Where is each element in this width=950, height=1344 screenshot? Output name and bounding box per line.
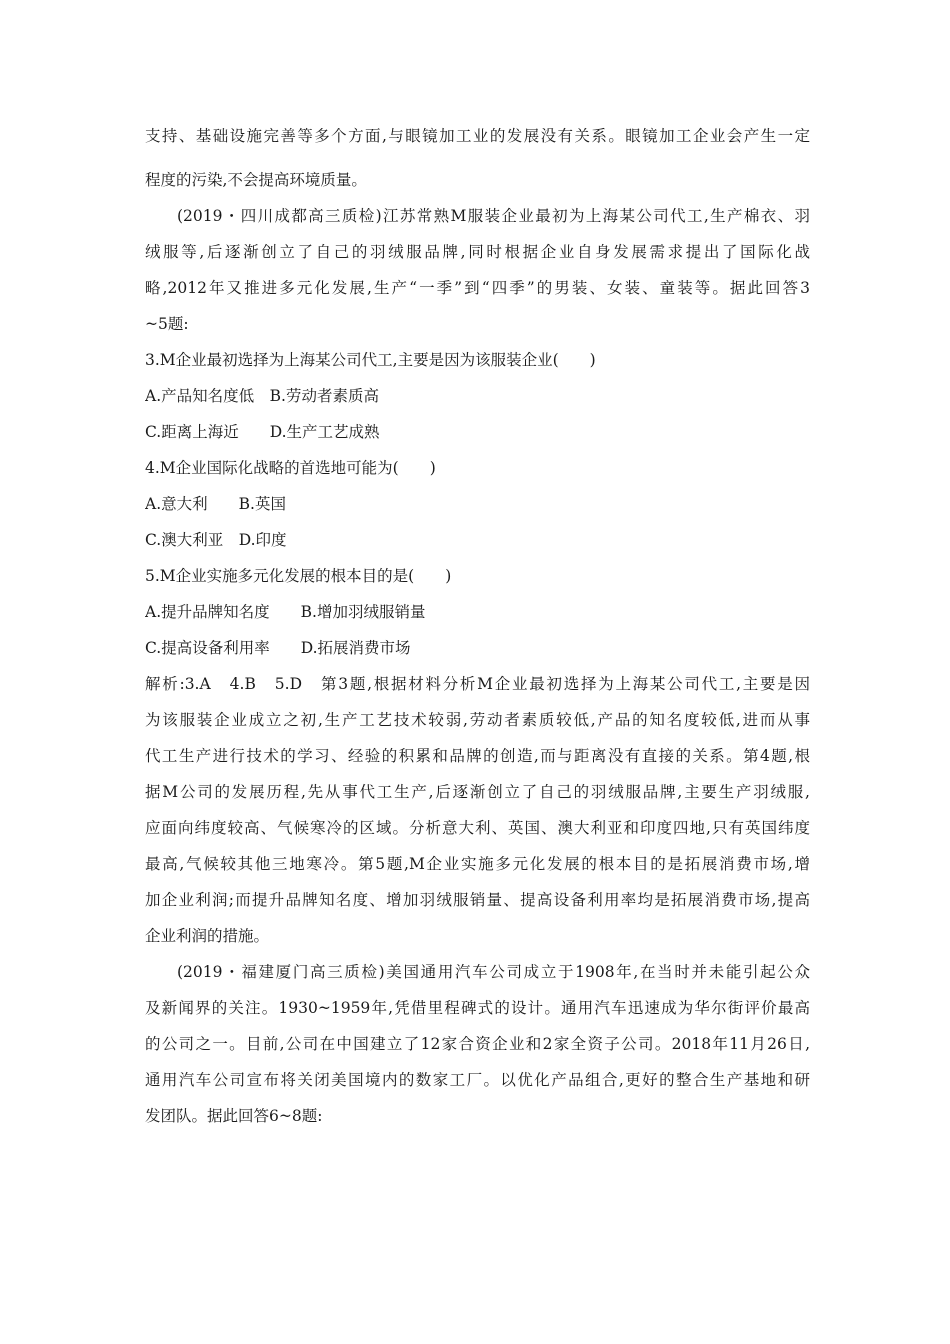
passage-line: (2019・福建厦门高三质检)美国通用汽车公司成立于1908年,在当时并未能引起公众	[177, 963, 810, 981]
paragraph-line: 程度的污染,不会提高环境质量。	[145, 171, 367, 189]
analysis-line: 解析:3.A 4.B 5.D 第3题,根据材料分析M企业最初选择为上海某公司代工,主要是因	[145, 675, 810, 693]
question-options: C.提高设备利用率 D.拓展消费市场	[145, 639, 411, 657]
passage-line: 绒服等,后逐渐创立了自己的羽绒服品牌,同时根据企业自身发展需求提出了国际化战	[145, 243, 810, 261]
passage-line: 的公司之一。目前,公司在中国建立了12家合资企业和2家全资子公司。2018年11月26日,	[145, 1035, 810, 1053]
question-stem: 4.M企业国际化战略的首选地可能为( )	[145, 459, 436, 477]
question-stem: 5.M企业实施多元化发展的根本目的是( )	[145, 567, 452, 585]
analysis-line: 最高,气候较其他三地寒冷。第5题,M企业实施多元化发展的根本目的是拓展消费市场,增	[145, 855, 810, 873]
question-options: C.澳大利亚 D.印度	[145, 531, 287, 549]
question-options: C.距离上海近 D.生产工艺成熟	[145, 423, 380, 441]
analysis-line: 加企业利润;而提升品牌知名度、增加羽绒服销量、提高设备利用率均是拓展消费市场,提高	[145, 891, 810, 909]
passage-line: 及新闻界的关注。1930~1959年,凭借里程碑式的设计。通用汽车迅速成为华尔街评价最高	[145, 999, 810, 1017]
passage-line: 发团队。据此回答6~8题:	[145, 1107, 323, 1125]
paragraph-line: 支持、基础设施完善等多个方面,与眼镜加工业的发展没有关系。眼镜加工企业会产生一定	[145, 127, 810, 145]
passage-line: ~5题:	[145, 315, 189, 333]
question-options: A.意大利 B.英国	[145, 495, 286, 513]
analysis-line: 企业利润的措施。	[145, 927, 270, 945]
question-stem: 3.M企业最初选择为上海某公司代工,主要是因为该服装企业( )	[145, 351, 596, 369]
analysis-line: 代工生产进行技术的学习、经验的积累和品牌的创造,而与距离没有直接的关系。第4题,根	[145, 747, 810, 765]
question-options: A.提升品牌知名度 B.增加羽绒服销量	[145, 603, 426, 621]
question-options: A.产品知名度低 B.劳动者素质高	[145, 387, 379, 405]
passage-line: 略,2012年又推进多元化发展,生产“一季”到“四季”的男装、女装、童装等。据此回答3	[145, 279, 810, 297]
analysis-line: 应面向纬度较高、气候寒冷的区域。分析意大利、英国、澳大利亚和印度四地,只有英国纬度	[145, 819, 810, 837]
analysis-line: 为该服装企业成立之初,生产工艺技术较弱,劳动者素质较低,产品的知名度较低,进而从事	[145, 711, 810, 729]
passage-line: 通用汽车公司宣布将关闭美国境内的数家工厂。以优化产品组合,更好的整合生产基地和研	[145, 1071, 810, 1089]
analysis-line: 据M公司的发展历程,先从事代工生产,后逐渐创立了自己的羽绒服品牌,主要生产羽绒服,	[145, 783, 810, 801]
passage-line: (2019・四川成都高三质检)江苏常熟M服装企业最初为上海某公司代工,生产棉衣、羽	[177, 207, 810, 225]
